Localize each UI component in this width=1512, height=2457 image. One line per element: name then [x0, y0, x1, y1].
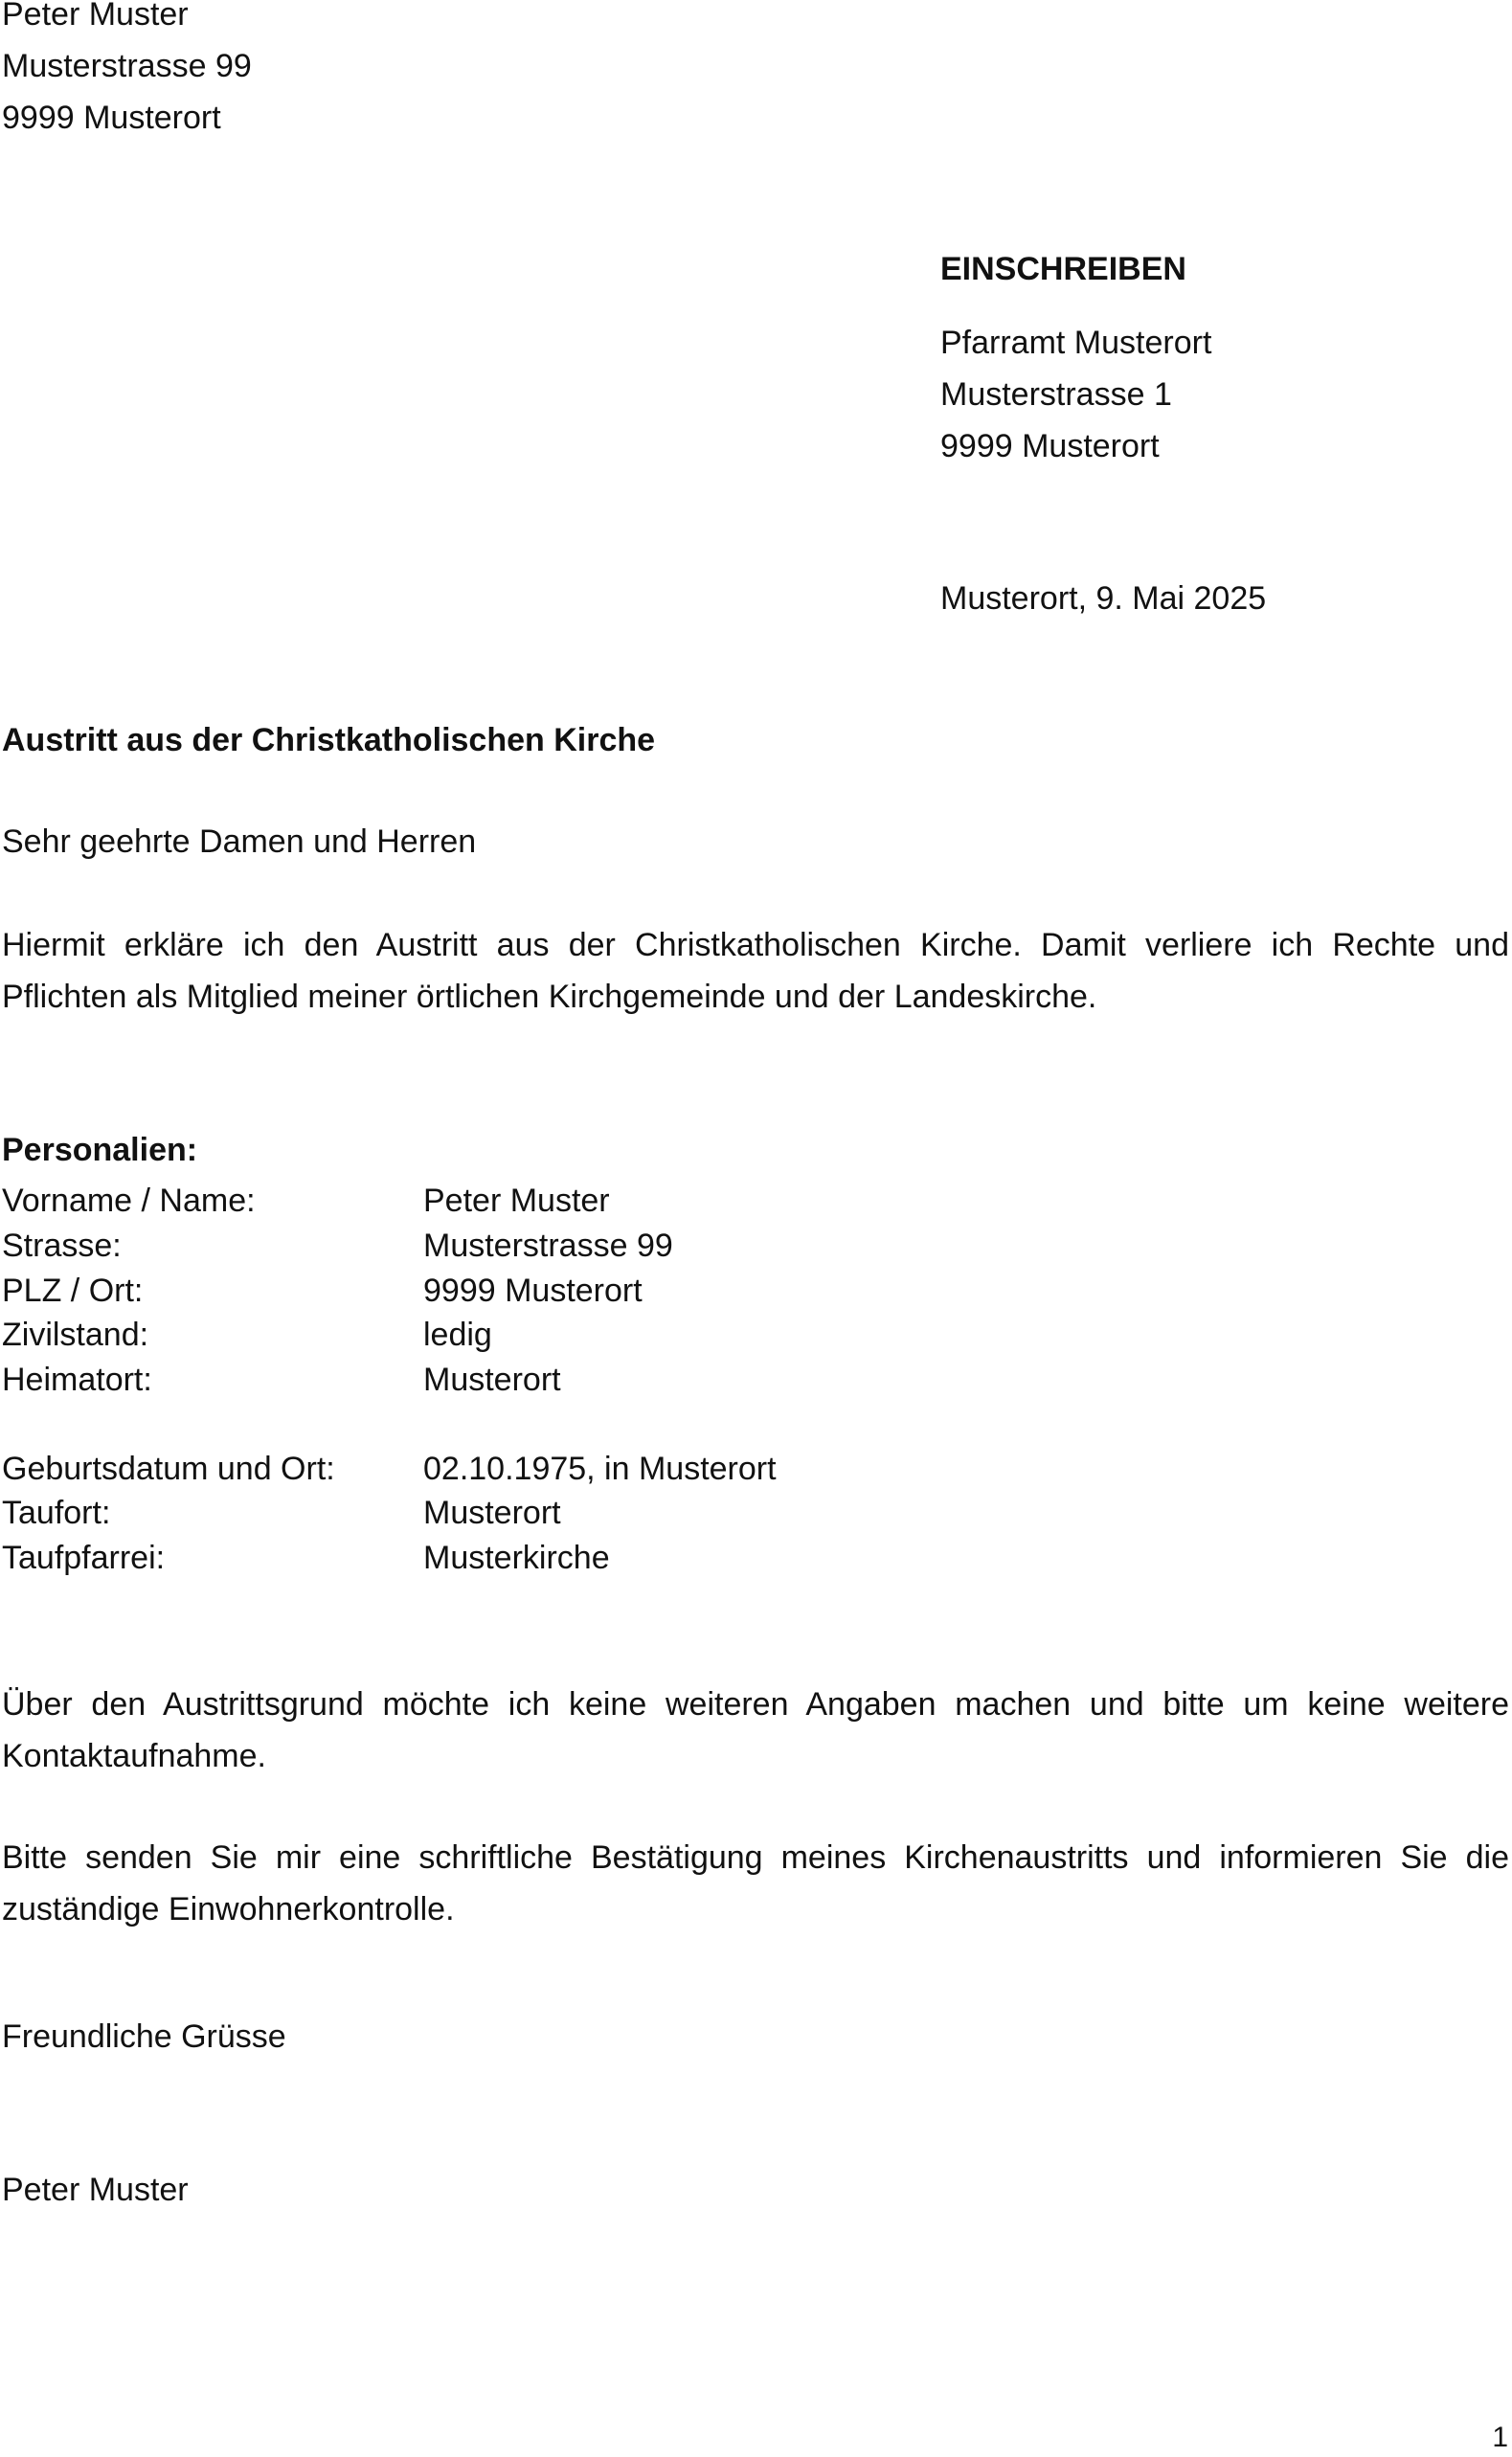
signature-name: Peter Muster [2, 2172, 189, 2208]
row-value-place-of-origin: Musterort [423, 1362, 561, 1398]
row-label-street: Strasse: [2, 1228, 122, 1264]
row-value-street: Musterstrasse 99 [423, 1228, 673, 1264]
personal-data-row [2, 1536, 1055, 1581]
row-label-birth: Geburtsdatum und Ort: [2, 1451, 335, 1487]
row-label-name: Vorname / Name: [2, 1183, 256, 1219]
row-label-baptism-place: Taufort: [2, 1495, 111, 1531]
row-label-postcode-city: PLZ / Ort: [2, 1273, 144, 1309]
page-number: 1 [1492, 2422, 1508, 2453]
personal-data-row [2, 1179, 1055, 1224]
recipient-street: Musterstrasse 1 [940, 376, 1172, 413]
delivery-type: EINSCHREIBEN [940, 251, 1186, 287]
personal-data-heading: Personalien: [2, 1132, 198, 1168]
recipient-name: Pfarramt Musterort [940, 325, 1212, 361]
personal-data-row [2, 1447, 1055, 1492]
row-value-civil-status: ledig [423, 1317, 492, 1353]
row-value-baptism-place: Musterort [423, 1495, 561, 1531]
row-value-birth: 02.10.1975, in Musterort [423, 1451, 777, 1487]
paragraph-no-reason: Über den Austrittsgrund möchte ich keine weiteren Angaben machen und bitte um keine weitere Kontaktaufnahme. [2, 1686, 1509, 1774]
subject-line: Austritt aus der Christkatholischen Kirche [2, 722, 656, 758]
paragraph-declaration: Hiermit erkläre ich den Austritt aus der Christkatholischen Kirche. Damit verliere ich Rechte und Pflichten als Mitglied meiner örtlichen Kirchgemeinde und der Landeskirche. [2, 927, 1509, 1015]
paragraph-confirmation-request: Bitte senden Sie mir eine schriftliche Bestätigung meines Kirchenaustritts und informieren Sie die zuständige Einwohnerkontrolle. [2, 1839, 1509, 1927]
salutation: Sehr geehrte Damen und Herren [2, 823, 477, 860]
row-label-place-of-origin: Heimatort: [2, 1362, 152, 1398]
row-label-civil-status: Zivilstand: [2, 1317, 149, 1353]
row-value-postcode-city: 9999 Musterort [423, 1273, 643, 1309]
personal-data-row [2, 1269, 1055, 1314]
sender-name: Peter Muster [2, 0, 189, 33]
row-label-baptism-parish: Taufpfarrei: [2, 1540, 166, 1576]
sender-city: 9999 Musterort [2, 100, 221, 136]
personal-data-row [2, 1358, 1055, 1403]
recipient-city: 9999 Musterort [940, 428, 1160, 464]
row-value-baptism-parish: Musterkirche [423, 1540, 610, 1576]
row-value-name: Peter Muster [423, 1183, 610, 1219]
recipient-address [940, 317, 1211, 472]
closing: Freundliche Grüsse [2, 2018, 286, 2055]
date-line: Musterort, 9. Mai 2025 [940, 580, 1267, 617]
personal-data-row [2, 1224, 1055, 1269]
personal-data-row [2, 1491, 1055, 1536]
sender-street: Musterstrasse 99 [2, 48, 252, 84]
personal-data-row [2, 1313, 1055, 1358]
sender-address [2, 0, 252, 144]
